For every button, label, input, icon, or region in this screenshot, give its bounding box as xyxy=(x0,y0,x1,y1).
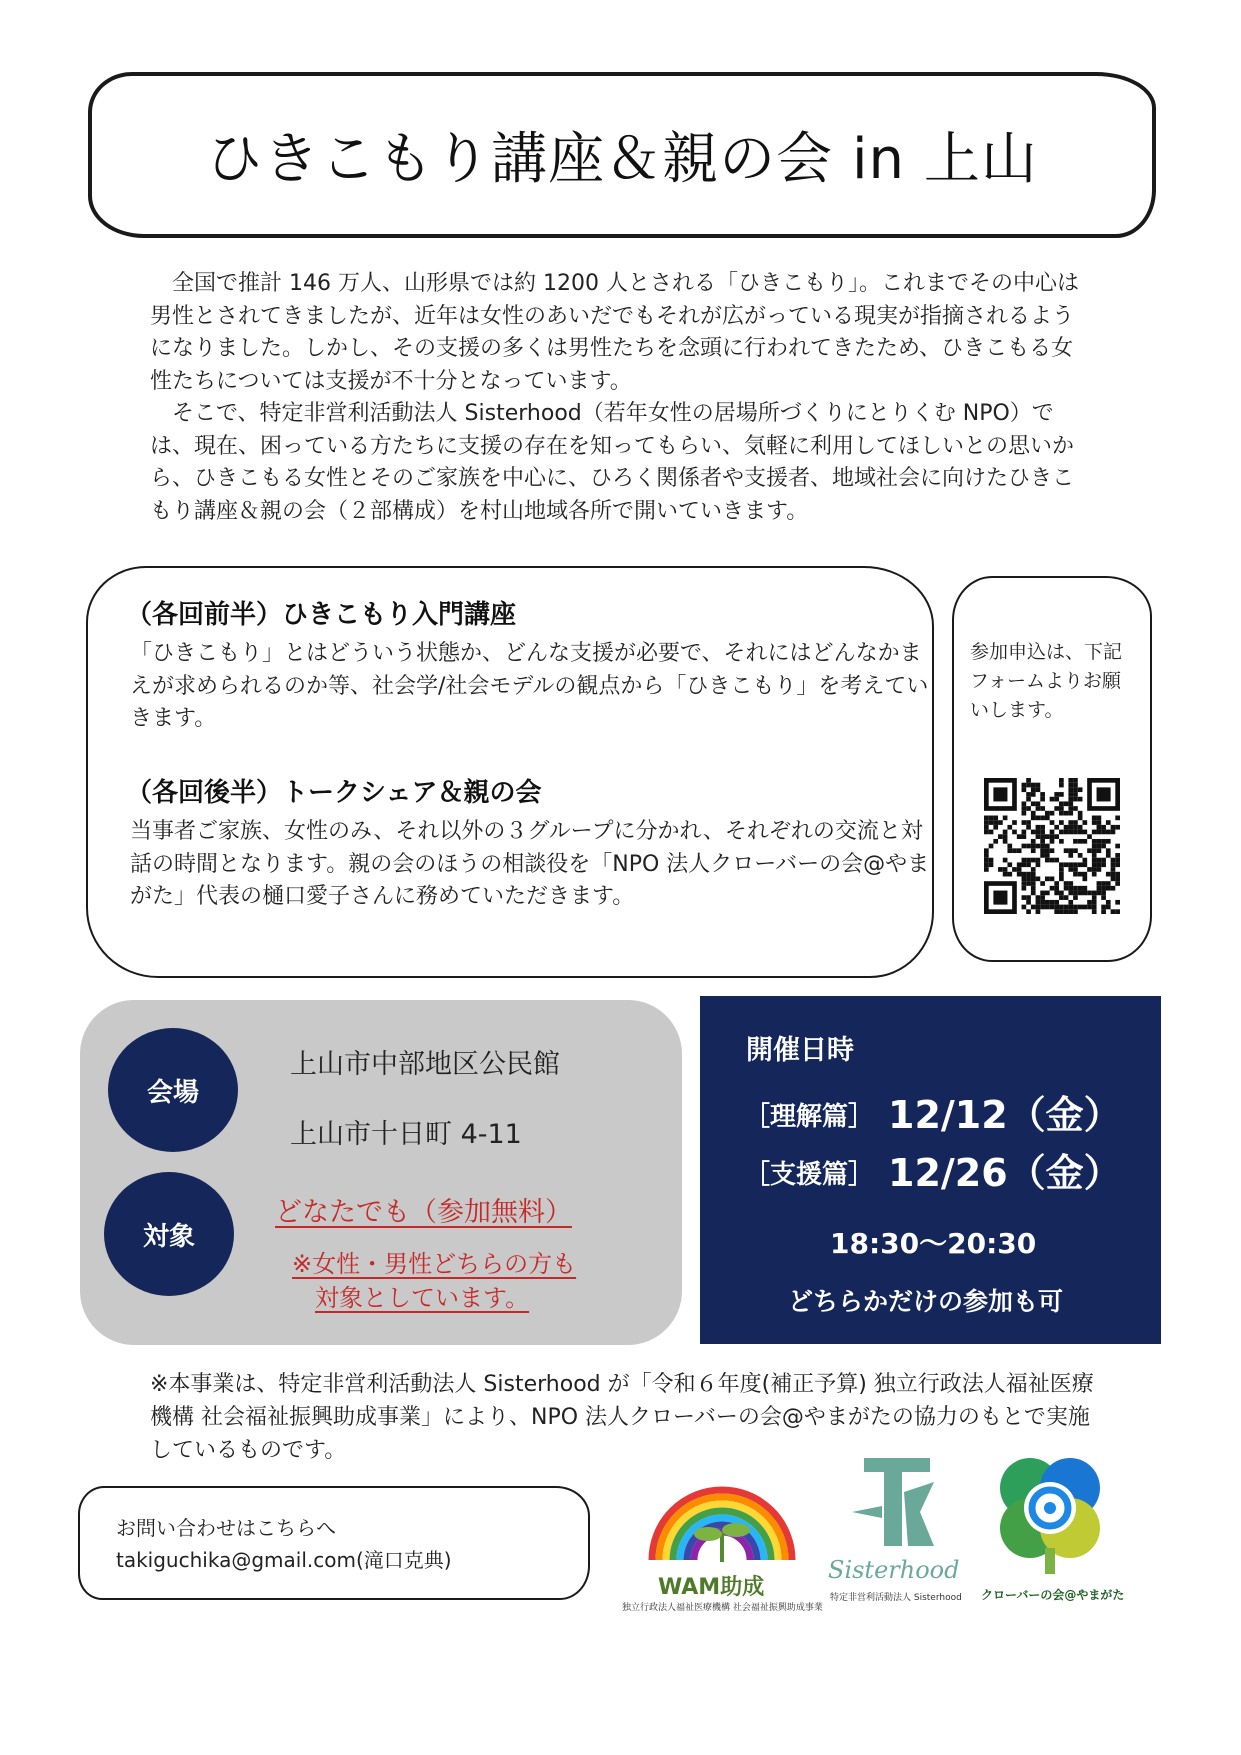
target-label: 対象 xyxy=(142,1221,195,1252)
funding-note: ※本事業は、特定非営利活動法人 Sisterhood が「令和６年度(補正予算) 独立行政法人福祉医療機構 社会福祉振興助成事業」により、NPO 法人クローバーの会@やまがたの協力のもとで実施しているものです。 xyxy=(150,1372,1094,1463)
target-note-1: ※女性・男性どちらの方も xyxy=(292,1250,577,1278)
lecture-box xyxy=(86,566,934,978)
intro-paragraph-2: そこで、特定非営利活動法人 Sisterhood（若年女性の居場所づくりにとりくむ NPO）では、現在、困っている方たちに支援の存在を知ってもらい、気軽に利用してほしいとの思いから、ひきこもる女性とそのご家族を中心に、ひろく関係者や支援者、地域社会に向けたひきこもり講座＆親の会（２部構成）を村山地域各所で開いていきます。 xyxy=(150,401,1075,524)
clover-logo xyxy=(975,1448,1125,1608)
contact-email[interactable]: takiguchika@gmail.com(滝口克典) xyxy=(116,1548,452,1572)
sisterhood-mark-icon xyxy=(842,1452,952,1552)
sisterhood-logo xyxy=(826,1448,966,1608)
qr-code-icon[interactable] xyxy=(984,778,1120,914)
rainbow-icon xyxy=(622,1470,822,1570)
target-badge xyxy=(104,1172,234,1296)
sisterhood-name: Sisterhood xyxy=(828,1556,960,1584)
apply-box xyxy=(952,576,1152,962)
session1-label: ［理解篇］ xyxy=(744,1102,875,1132)
part1-body: 「ひきこもり」とはどういう状態か、どんな支援が必要で、それにはどんなかまえが求められるのか等、社会学/社会モデルの観点から「ひきこもり」を考えていきます。 xyxy=(130,641,929,731)
target-main: どなたでも（参加無料） xyxy=(275,1197,572,1228)
part2-title: （各回後半）トークシェア＆親の会 xyxy=(126,778,542,808)
schedule-note: どちらかだけの参加も可 xyxy=(788,1287,1064,1316)
part2-body: 当事者ご家族、女性のみ、それ以外の３グループに分かれ、それぞれの交流と対話の時間となります。親の会のほうの相談役を「NPO 法人クローバーの会@やまがた」代表の樋口愛子さんに務めていただきます。 xyxy=(130,819,930,909)
session2-date: 12/26（金） xyxy=(888,1151,1122,1195)
intro-paragraph-1: 全国で推計 146 万人、山形県では約 1200 人とされる「ひきこもり」。これまでその中心は男性とされてきましたが、近年は女性のあいだでもそれが広がっている現実が指摘されるようになりました。しかし、その支援の多くは男性たちを念頭に行われてきたため、ひきこもる女性たちについては支援が不十分となっています。 xyxy=(150,271,1079,394)
schedule-time: 18:30〜20:30 xyxy=(830,1227,1037,1260)
contact-line-1: お問い合わせはこちらへ xyxy=(116,1516,336,1540)
wam-logo xyxy=(622,1470,823,1613)
venue-name: 上山市中部地区公民館 xyxy=(290,1049,560,1080)
venue-address: 上山市十日町 4-11 xyxy=(290,1119,522,1150)
part1-title: （各回前半）ひきこもり入門講座 xyxy=(126,600,517,630)
wam-name: WAM助成 xyxy=(658,1575,765,1600)
wam-caption: 独立行政法人福祉医療機構 社会福祉振興助成事業 xyxy=(622,1603,823,1613)
sisterhood-caption: 特定非営利活動法人 Sisterhood xyxy=(830,1593,962,1603)
venue-label: 会場 xyxy=(146,1077,199,1108)
target-note-2: 対象としています。 xyxy=(315,1284,530,1312)
clover-icon xyxy=(985,1448,1115,1578)
session1-date: 12/12（金） xyxy=(888,1093,1122,1137)
venue-badge xyxy=(108,1028,238,1152)
title-frame xyxy=(88,72,1156,238)
session2-label: ［支援篇］ xyxy=(744,1160,875,1190)
clover-name: クローバーの会@やまがた xyxy=(981,1588,1125,1602)
schedule-panel xyxy=(700,996,1161,1344)
venue-panel xyxy=(80,1000,682,1345)
intro-text xyxy=(150,268,1095,528)
contact-box xyxy=(78,1486,590,1600)
schedule-heading: 開催日時 xyxy=(746,1035,854,1066)
page-title: ひきこもり講座＆親の会 in 上山 xyxy=(206,127,1038,192)
apply-text: 参加申込は、下記フォームよりお願いします。 xyxy=(970,641,1123,721)
